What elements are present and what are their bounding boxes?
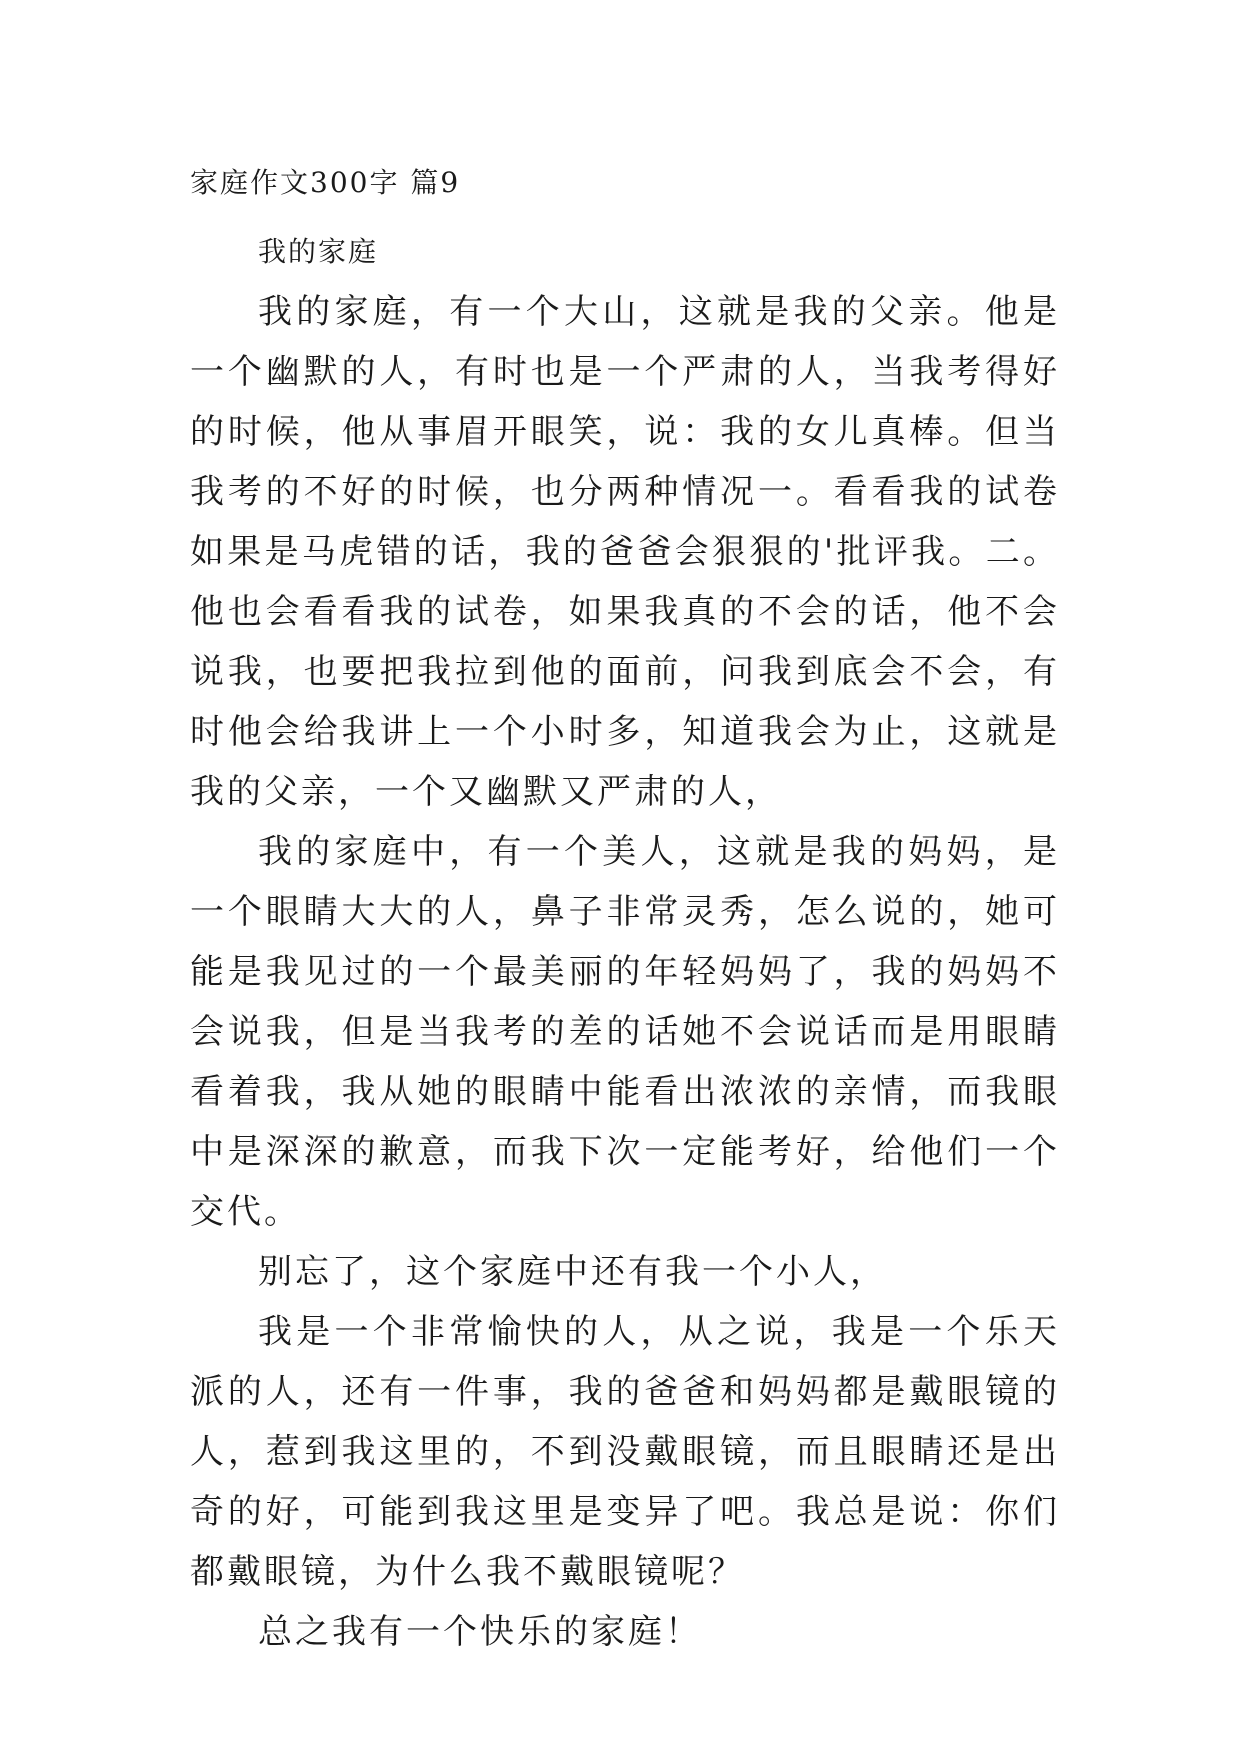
paragraph-self: 我是一个非常愉快的人，从之说，我是一个乐天派的人，还有一件事，我的爸爸和妈妈都是戴眼镜的人，惹到我这里的，不到没戴眼镜，而且眼睛还是出奇的好，可能到我这里是变异了吧。我总是说：你们都戴眼镜，为什么我不戴眼镜呢？ xyxy=(190,1312,1060,1592)
paragraph-self-intro: 别忘了，这个家庭中还有我一个小人， xyxy=(258,1252,887,1292)
paragraph-conclusion: 总之我有一个快乐的家庭！ xyxy=(258,1612,702,1652)
paragraph-father: 我的家庭，有一个大山，这就是我的父亲。他是一个幽默的人，有时也是一个严肃的人，当我考得好的时候，他从事眉开眼笑，说：我的女儿真棒。但当我考的不好的时候，也分两种情况一。看看我的试卷如果是马虎错的话，我的爸爸会狠狠的'批评我。二。他也会看看我的试卷，如果我真的不会的话，他不会说我，也要把我拉到他的面前，问我到底会不会，有时他会给我讲上一个小时多，知道我会为止，这就是我的父亲，一个又幽默又严肃的人， xyxy=(190,292,1060,812)
paragraph-mother: 我的家庭中，有一个美人，这就是我的妈妈，是一个眼睛大大的人，鼻子非常灵秀，怎么说的，她可能是我见过的一个最美丽的年轻妈妈了，我的妈妈不会说我，但是当我考的差的话她不会说话而是用眼睛看着我，我从她的眼睛中能看出浓浓的亲情，而我眼中是深深的歉意，而我下次一定能考好，给他们一个交代。 xyxy=(190,832,1060,1232)
essay-title: 我的家庭 xyxy=(258,235,379,268)
document-page xyxy=(190,162,1060,1662)
document-heading: 家庭作文300字 篇9 xyxy=(190,166,461,199)
